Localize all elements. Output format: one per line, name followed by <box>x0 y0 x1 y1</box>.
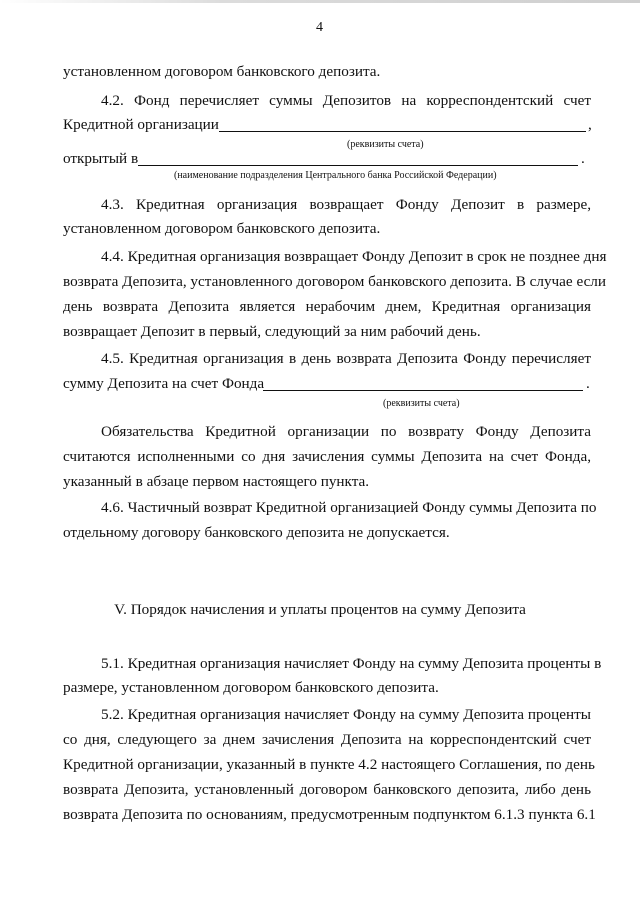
section-heading: V. Порядок начисления и уплаты процентов на сумму Депозита <box>114 601 526 618</box>
clause-5-2-line-3: Кредитной организации, указанный в пункте 4.2 настоящего Соглашения, по день <box>63 756 595 773</box>
clause-4-2-credit-org-label: Кредитной организации <box>63 116 219 133</box>
clause-5-2-line-2: со дня, следующего за днем зачисления Депозита на корреспондентский счет <box>63 731 591 748</box>
clause-4-6-line-1: 4.6. Частичный возврат Кредитной организацией Фонду суммы Депозита по <box>101 499 597 516</box>
clause-4-4-line-2: возврата Депозита, установленного договором банковского депозита. В случае если <box>63 273 607 290</box>
period: . <box>581 150 585 167</box>
clause-5-1-line-2: размере, установленном договором банковского депозита. <box>63 679 439 696</box>
clause-4-2-line-1: 4.2. Фонд перечисляет суммы Депозитов на корреспондентский счет <box>101 92 591 109</box>
clause-4-4-line-1: 4.4. Кредитная организация возвращает Фонду Депозит в срок не позднее дня <box>101 248 607 265</box>
clause-4-4-line-3: день возврата Депозита является нерабочим днем, Кредитная организация <box>63 298 591 315</box>
comma: , <box>588 116 592 133</box>
cb-division-blank <box>138 151 578 166</box>
caption-cb-division: (наименование подразделения Центрального банка Российской Федерации) <box>174 170 497 181</box>
clause-4-5-fund-account-label: сумму Депозита на счет Фонда <box>63 375 265 392</box>
page-number: 4 <box>316 20 323 35</box>
clause-5-1-line-1: 5.1. Кредитная организация начисляет Фонду на сумму Депозита проценты в <box>101 655 602 672</box>
opened-in-label: открытый в <box>63 150 139 167</box>
period-2: . <box>586 375 590 392</box>
fund-account-blank <box>263 376 583 391</box>
clause-4-3-line-2: установленном договором банковского депозита. <box>63 220 381 237</box>
clause-4-3-line-1: 4.3. Кредитная организация возвращает Фонду Депозит в размере, <box>101 196 591 213</box>
obligations-line-3: указанный в абзаце первом настоящего пункта. <box>63 473 370 490</box>
clause-5-2-line-1: 5.2. Кредитная организация начисляет Фонду на сумму Депозита проценты <box>101 706 591 723</box>
text-line: установленном договором банковского депозита. <box>63 63 381 80</box>
clause-4-6-line-2: отдельному договору банковского депозита не допускается. <box>63 524 450 541</box>
obligations-line-2: считаются исполненными со дня зачисления суммы Депозита на счет Фонда, <box>63 448 591 465</box>
caption-account-details: (реквизиты счета) <box>347 139 424 150</box>
obligations-line-1: Обязательства Кредитной организации по возврату Фонду Депозита <box>101 423 591 440</box>
account-details-blank <box>219 117 586 132</box>
clause-4-4-line-4: возвращает Депозит в первый, следующий за ним рабочий день. <box>63 323 481 340</box>
clause-5-2-line-4: возврата Депозита, установленный договором банковского депозита, либо день <box>63 781 591 798</box>
clause-5-2-line-5: возврата Депозита по основаниям, предусмотренным подпунктом 6.1.3 пункта 6.1 <box>63 806 596 823</box>
scan-edge <box>0 0 640 3</box>
caption-account-details-2: (реквизиты счета) <box>383 398 460 409</box>
clause-4-5-line-1: 4.5. Кредитная организация в день возврата Депозита Фонду перечисляет <box>101 350 591 367</box>
